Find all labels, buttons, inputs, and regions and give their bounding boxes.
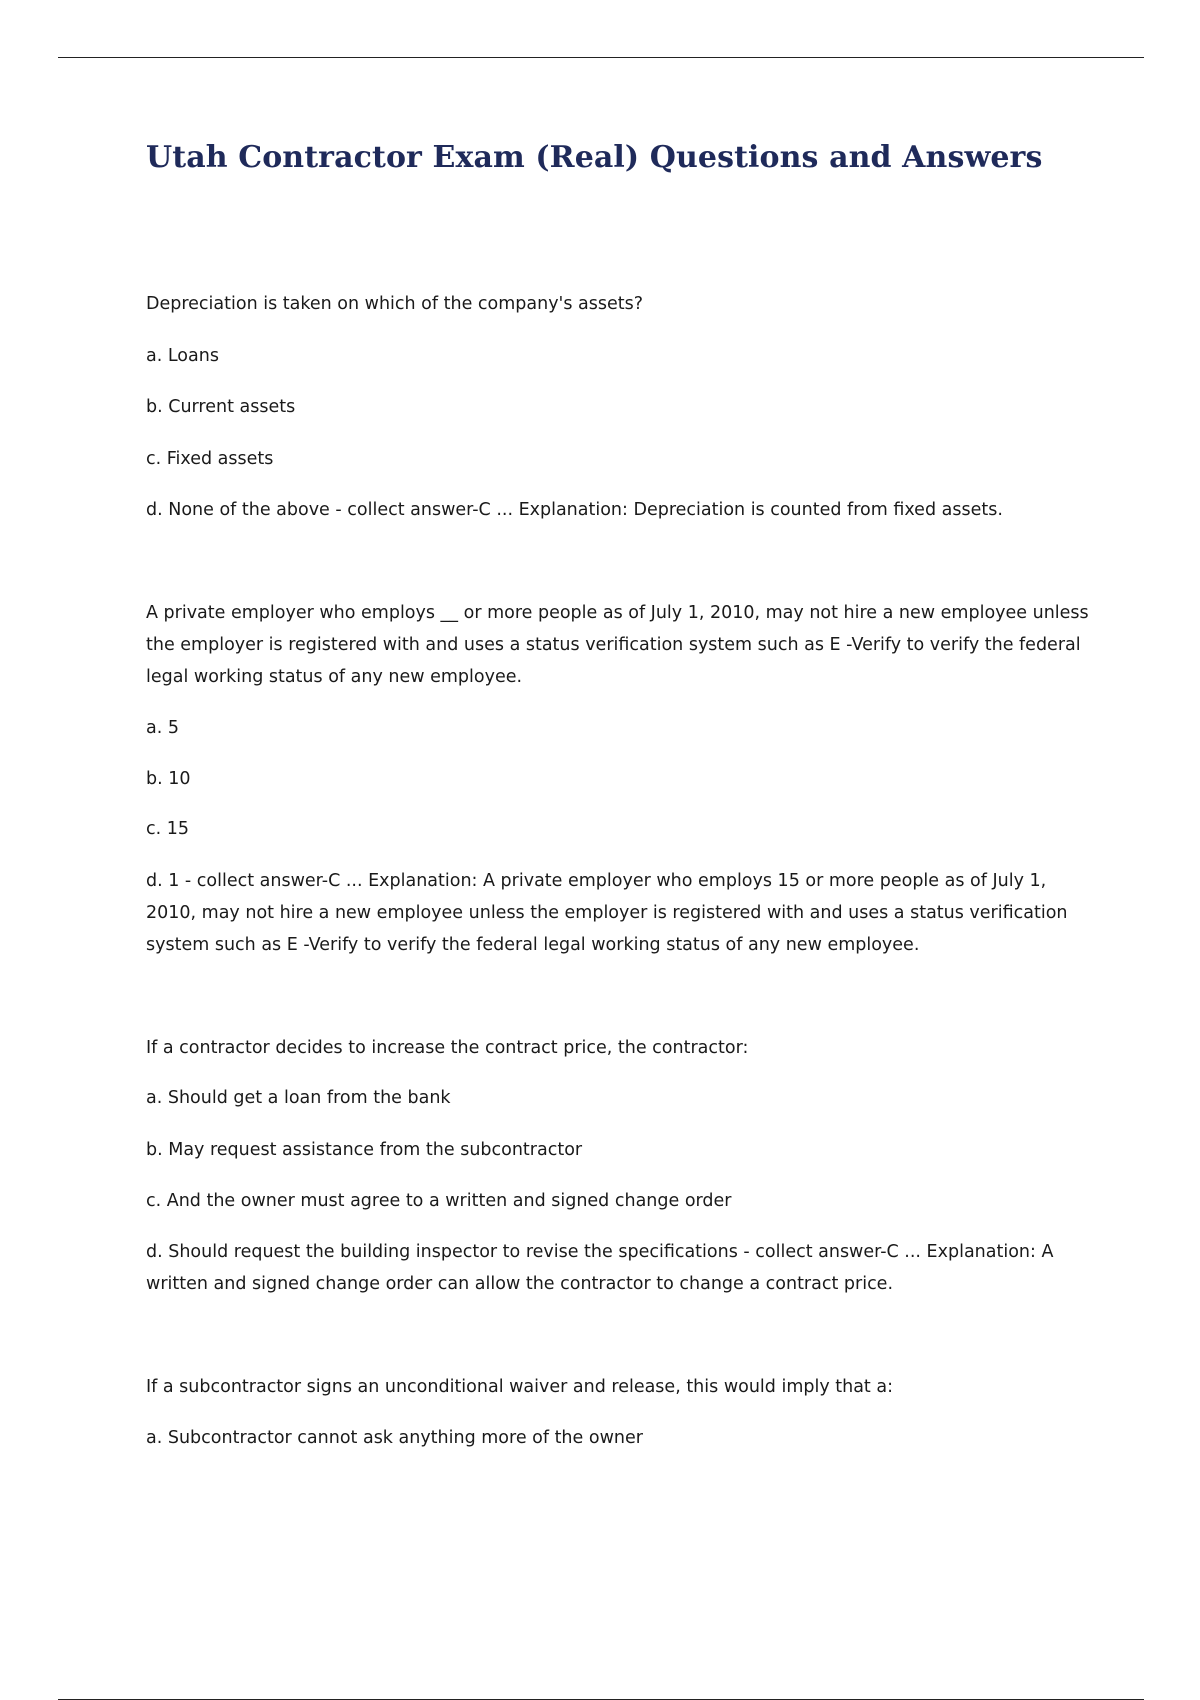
question-1-option-d-answer: d. None of the above - collect answer-C ... Explanation: Depreciation is counted from fixed assets. [146,500,1003,520]
question-1-text: Depreciation is taken on which of the company's assets? [146,294,644,314]
question-2-option-b: b. 10 [146,769,191,789]
question-3-option-a: a. Should get a loan from the bank [146,1088,451,1108]
question-3-option-d-answer: d. Should request the building inspector to revise the specifications - collect answer-C ... Explanation: A written and signed change order can allow the contractor to change a contract price. [146,1242,1054,1294]
question-2-text: A private employer who employs __ or more people as of July 1, 2010, may not hire a new employee unless the employer is registered with and uses a status verification system such as E -Verify to verify the federal legal working status of any new employee. [146,603,1089,687]
question-2-option-d-answer: d. 1 - collect answer-C ... Explanation: A private employer who employs 15 or more people as of July 1, 2010, may not hire a new employee unless the employer is registered with and uses a status verification system such as E -Verify to verify the federal legal working status of any new employee. [146,871,1068,955]
question-1-option-b: b. Current assets [146,397,296,417]
question-3-option-b: b. May request assistance from the subcontractor [146,1140,583,1160]
question-2-option-a: a. 5 [146,718,179,738]
question-4-option-a: a. Subcontractor cannot ask anything more of the owner [146,1428,643,1448]
question-3-text: If a contractor decides to increase the contract price, the contractor: [146,1038,749,1058]
question-1-option-a: a. Loans [146,346,219,366]
question-1-option-c: c. Fixed assets [146,449,274,469]
top-rule [58,57,1144,58]
question-2-option-c: c. 15 [146,819,190,839]
question-3-option-c: c. And the owner must agree to a written and signed change order [146,1191,732,1211]
page-title: Utah Contractor Exam (Real) Questions and Answers [146,140,1043,175]
question-4-text: If a subcontractor signs an unconditional waiver and release, this would imply that a: [146,1377,893,1397]
